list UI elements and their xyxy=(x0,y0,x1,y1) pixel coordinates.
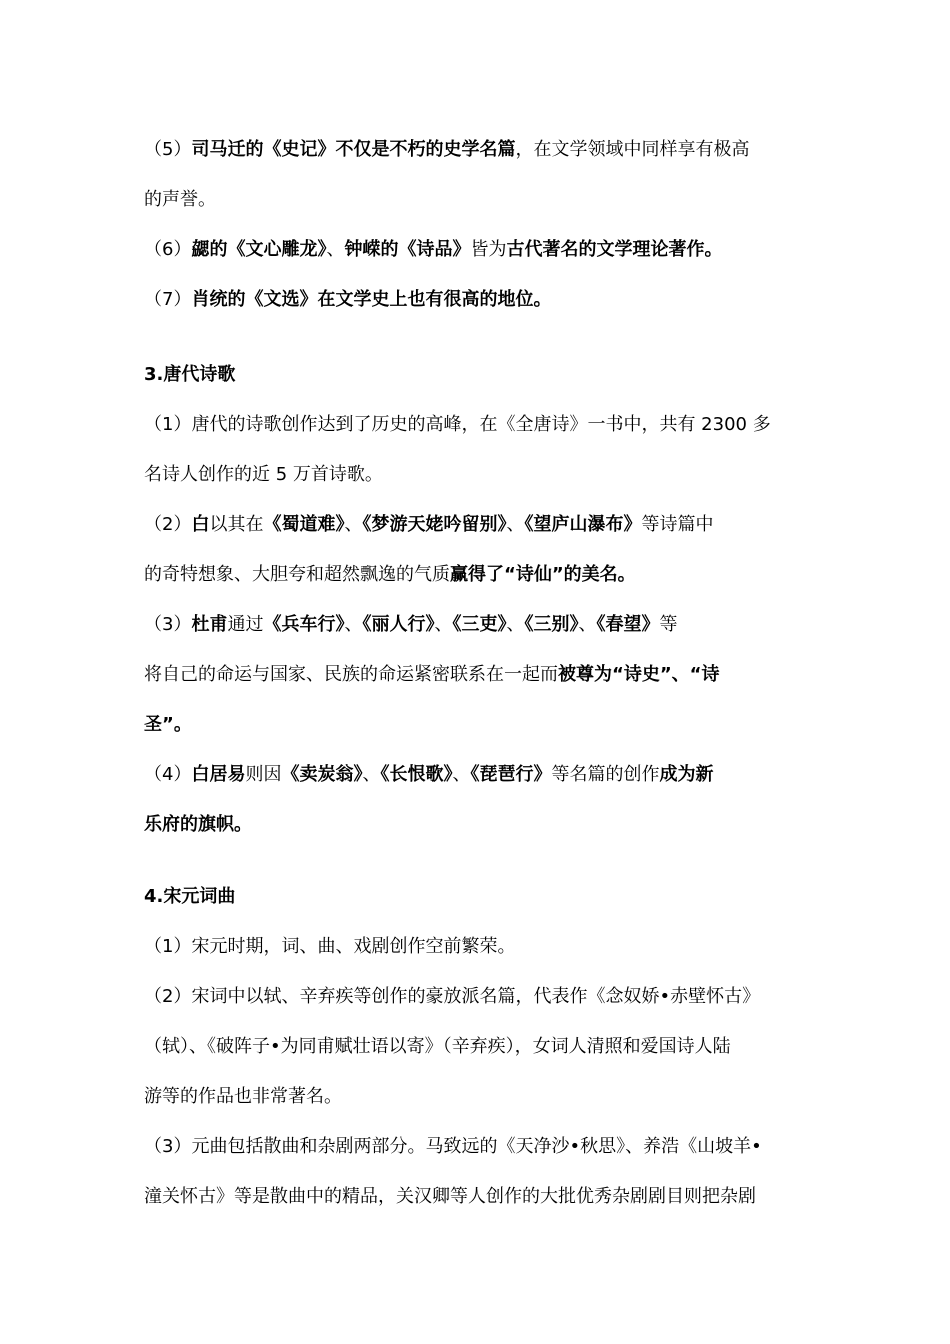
bold-text: 勰的《文心雕龙》 xyxy=(191,239,327,260)
paragraph-line xyxy=(144,550,810,600)
paragraph-line xyxy=(144,500,810,550)
bold-text: 被尊为“诗史”、“诗 xyxy=(558,664,720,685)
paragraph-wenxin xyxy=(144,225,810,275)
text: 则因 xyxy=(245,764,282,785)
paragraph-tang-4 xyxy=(144,750,810,850)
text: ，在文学领域中同样享有极高 xyxy=(515,139,750,160)
paragraph-line: （1）宋元时期，词、曲、戏剧创作空前繁荣。 xyxy=(144,936,516,957)
paragraph-line xyxy=(144,175,810,225)
item-number: （3） xyxy=(144,614,192,635)
paragraph-line xyxy=(144,750,810,800)
paragraph-line: （2）宋词中以轼、辛弃疾等创作的豪放派名篇，代表作《念奴娇•赤壁怀古》 xyxy=(144,986,761,1007)
text: 等名篇的创作 xyxy=(551,764,660,785)
text: 以其在 xyxy=(209,514,264,535)
section-heading-song-yuan: 4.宋元词曲 xyxy=(144,886,236,907)
text: 唐代的诗歌创作达到了历史的高峰，在《全唐诗》一书中，共有 2300 多 xyxy=(191,414,771,435)
text: 、 xyxy=(506,614,525,635)
bold-text: 肖统的《文选》在文学史上也有很高的地位。 xyxy=(191,289,552,310)
text: 、 xyxy=(344,614,363,635)
paragraph-line xyxy=(144,450,810,500)
bold-text: 赢得了“诗仙”的美名。 xyxy=(450,564,636,585)
bold-text: 《卖炭翁》 xyxy=(281,764,363,785)
bold-text: 《琵琶行》 xyxy=(470,764,552,785)
paragraph-line xyxy=(144,225,810,275)
bold-text: 《长恨歌》 xyxy=(380,764,453,785)
bold-text: 《丽人行》 xyxy=(362,614,435,635)
paragraph-tang-2 xyxy=(144,500,810,600)
bold-text: 杜甫 xyxy=(191,614,228,635)
bold-text: 圣”。 xyxy=(144,714,192,735)
bold-text: 成为新 xyxy=(659,764,714,785)
paragraph-line xyxy=(144,600,810,650)
text: 名诗人创作的近 5 万首诗歌。 xyxy=(144,464,383,485)
bold-text: 古代著名的文学理论著作。 xyxy=(506,239,723,260)
paragraph-line xyxy=(144,400,810,450)
bold-text: 《兵车行》 xyxy=(263,614,345,635)
bold-text: 白 xyxy=(191,514,210,535)
paragraph-line: 游等的作品也非常著名。 xyxy=(144,1086,342,1107)
paragraph-line: 潼关怀古》等是散曲中的精品，关汉卿等人创作的大批优秀杂剧剧目则把杂剧 xyxy=(144,1186,756,1207)
bold-text: 《望庐山瀑布》 xyxy=(524,514,642,535)
bold-text: 《春望》 xyxy=(596,614,660,635)
text: 、 xyxy=(326,239,345,260)
text: 的奇特想象、大胆夸和超然飘逸的气质 xyxy=(144,564,450,585)
text: 、 xyxy=(362,764,381,785)
text: 、 xyxy=(434,614,453,635)
paragraph-line xyxy=(144,700,810,750)
paragraph-line: （3）元曲包括散曲和杂剧两部分。马致远的《天净沙•秋思》、养浩《山坡羊• xyxy=(144,1136,762,1157)
text: 的声誉。 xyxy=(144,189,216,210)
paragraph-shiji xyxy=(144,125,810,225)
paragraph-line: （轼）、《破阵子•为同甫赋壮语以寄》（辛弃疾），女词人清照和爱国诗人陆 xyxy=(144,1036,731,1057)
text: 将自己的命运与国家、民族的命运紧密联系在一起而 xyxy=(144,664,558,685)
text: 、 xyxy=(578,614,597,635)
item-number: （1） xyxy=(144,414,192,435)
text: 、 xyxy=(344,514,363,535)
paragraph-song-1 xyxy=(144,922,810,972)
item-number: （4） xyxy=(144,764,192,785)
text: 等诗篇中 xyxy=(641,514,714,535)
bold-text: 司马迁的《史记》不仅是不朽的史学名篇 xyxy=(191,139,516,160)
bold-text: 乐府的旗帜。 xyxy=(144,814,252,835)
bold-text: 《三别》 xyxy=(524,614,579,635)
text: 、 xyxy=(452,764,471,785)
paragraph-line xyxy=(144,125,810,175)
paragraph-line xyxy=(144,800,810,850)
paragraph-tang-1 xyxy=(144,400,810,500)
paragraph-song-2 xyxy=(144,972,810,1122)
bold-text: 《梦游天姥吟留别》 xyxy=(362,514,507,535)
text: 、 xyxy=(506,514,525,535)
item-number: （6） xyxy=(144,239,192,260)
text: 等 xyxy=(659,614,678,635)
paragraph-song-3 xyxy=(144,1122,810,1222)
bold-text: 《蜀道难》 xyxy=(263,514,345,535)
paragraph-line xyxy=(144,650,810,700)
text: 皆为 xyxy=(470,239,507,260)
paragraph-tang-3 xyxy=(144,600,810,750)
item-number: （7） xyxy=(144,289,192,310)
bold-text: 钟嵘的《诗品》 xyxy=(344,239,471,260)
item-number: （5） xyxy=(144,139,192,160)
bold-text: 《三吏》 xyxy=(452,614,507,635)
item-number: （2） xyxy=(144,514,192,535)
section-heading-tang-poetry: 3.唐代诗歌 xyxy=(144,364,236,385)
text: 通过 xyxy=(227,614,264,635)
paragraph-wenxuan xyxy=(144,275,810,325)
bold-text: 白居易 xyxy=(191,764,246,785)
paragraph-line xyxy=(144,275,810,325)
